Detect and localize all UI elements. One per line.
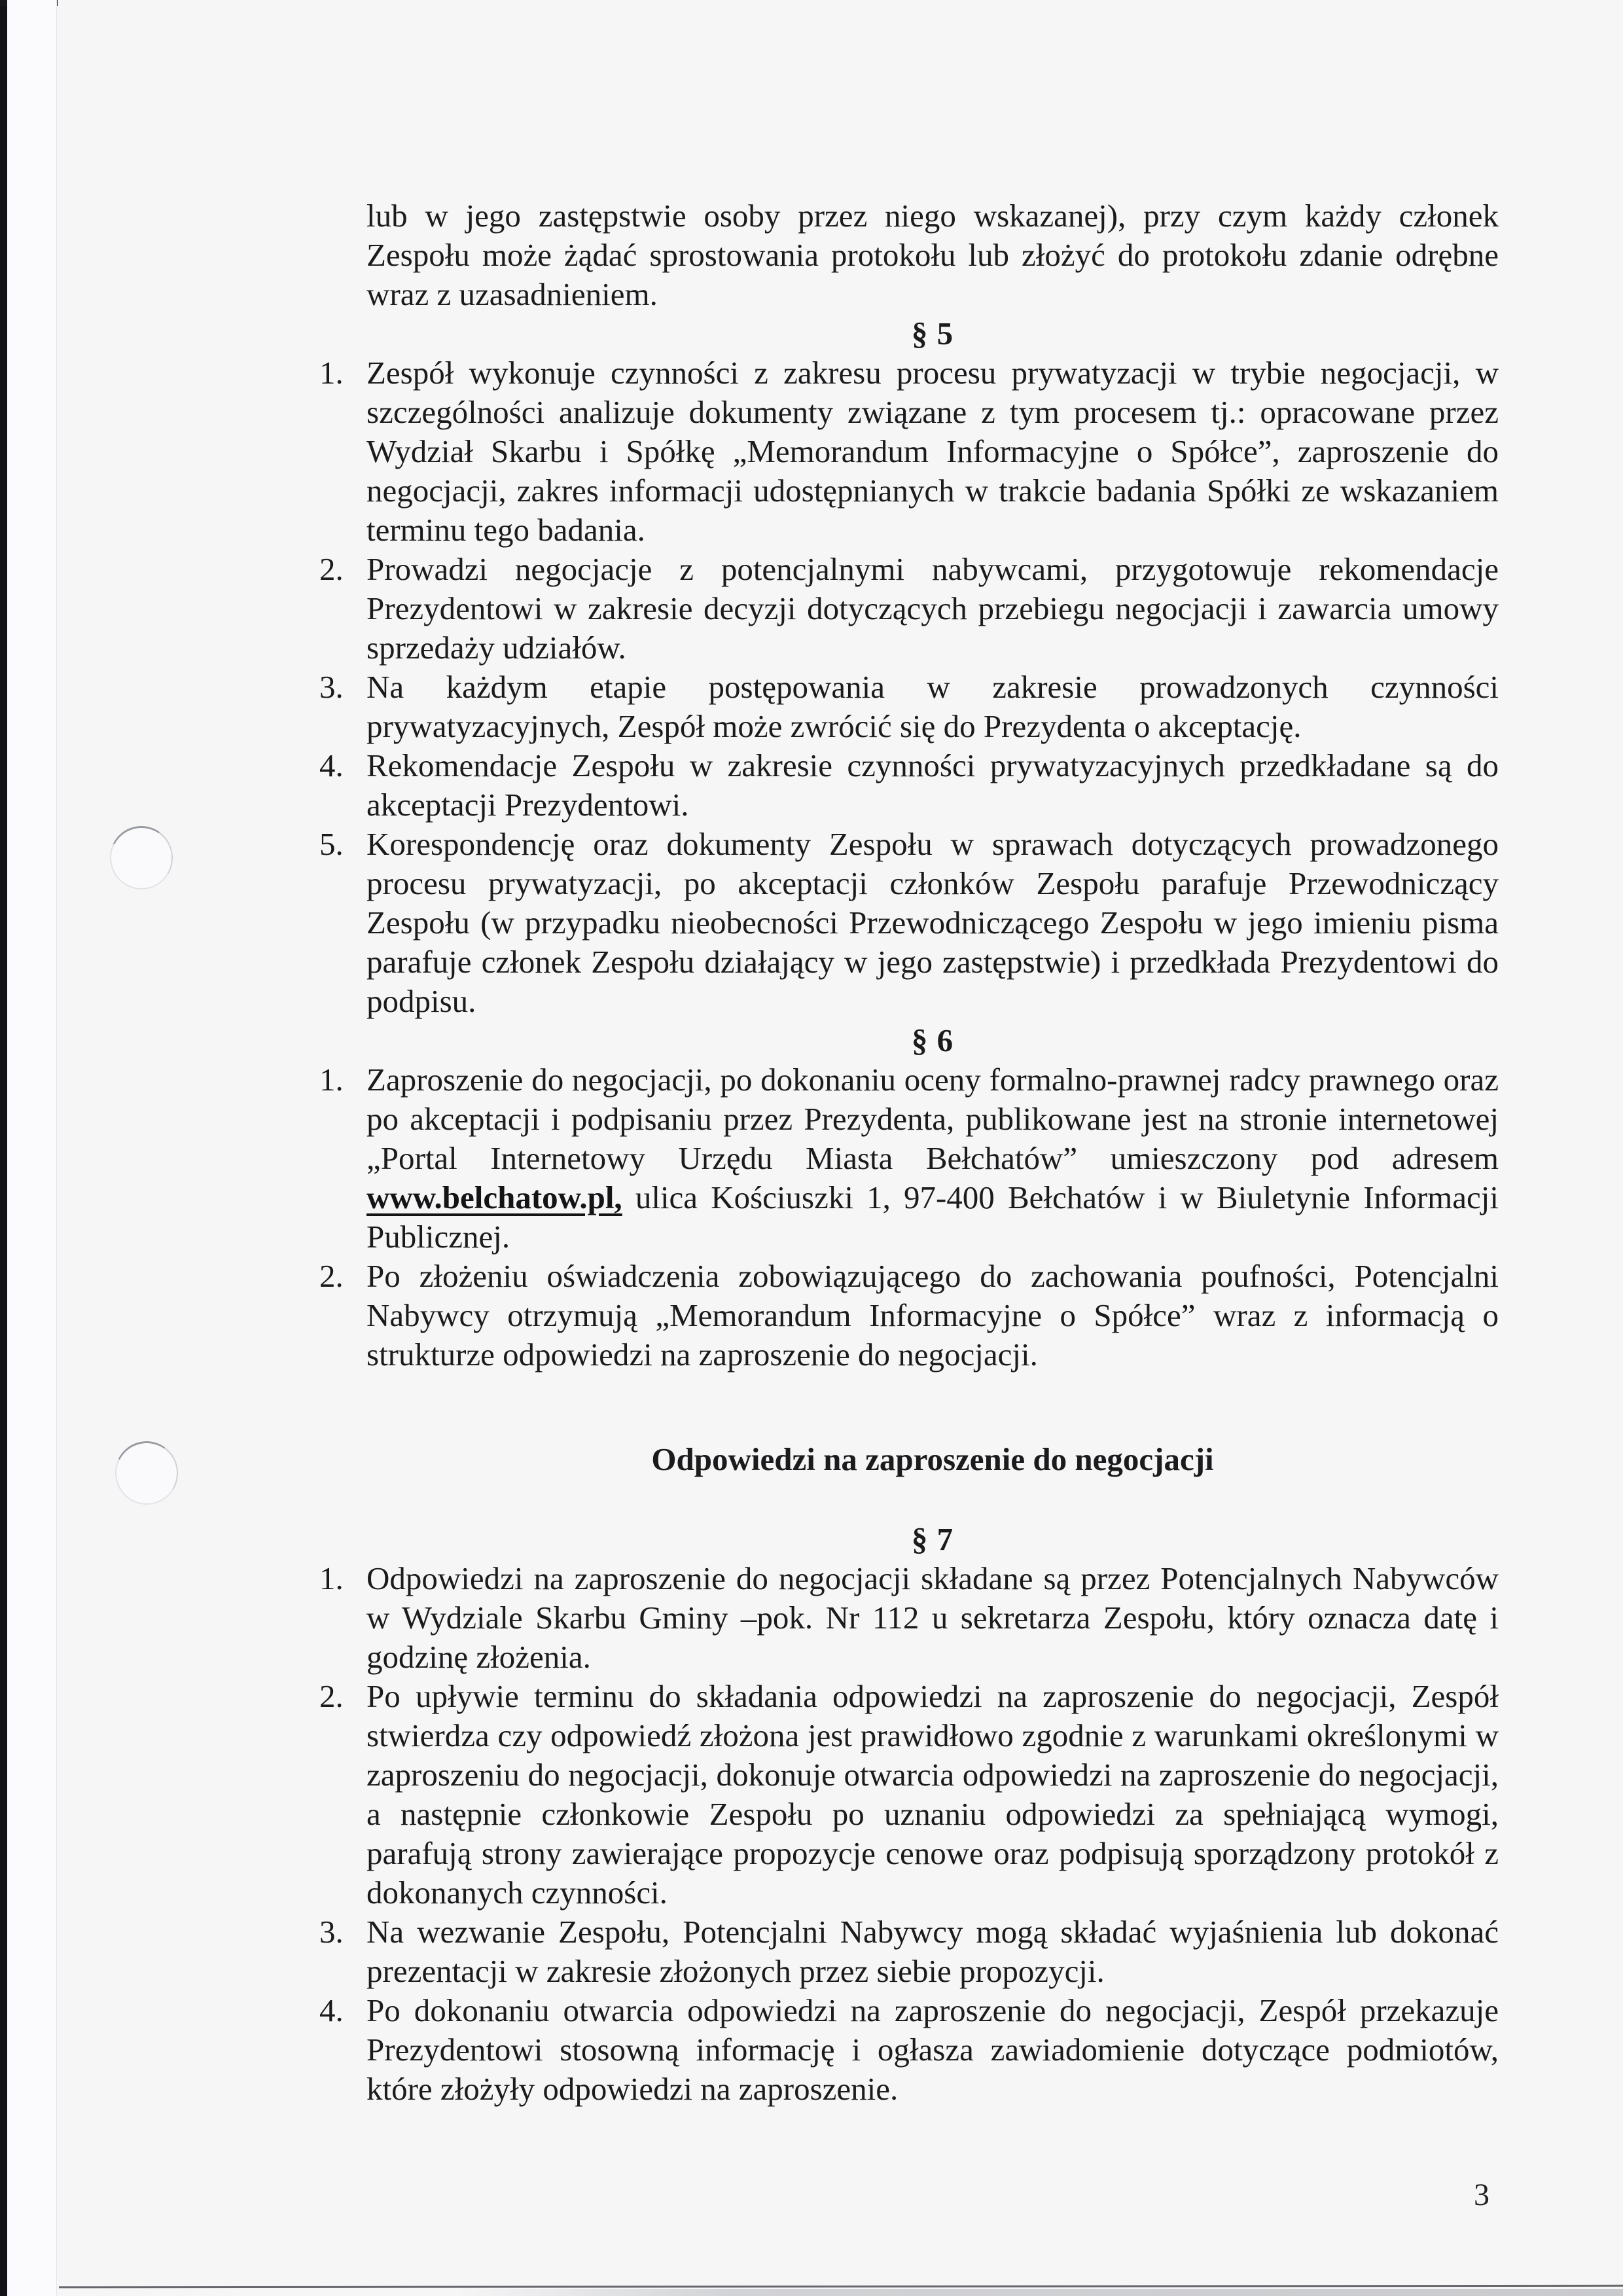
list-item bbox=[319, 746, 1499, 825]
item-number: 5. bbox=[319, 826, 344, 862]
list-item bbox=[319, 1559, 1499, 1677]
section-6-marker: § 6 bbox=[911, 1022, 954, 1058]
section-heading: Odpowiedzi na zaproszenie do negocjacji bbox=[651, 1441, 1214, 1477]
item-text: Odpowiedzi na zaproszenie do negocjacji składane są przez Potencjalnych Nabywców w Wydziale Skarbu Gminy –pok. Nr 112 u sekretarza Zespołu, który oznacza datę i godzinę złożenia. bbox=[366, 1560, 1499, 1675]
scanner-edge-bottom-line bbox=[59, 2285, 1623, 2289]
document-body bbox=[319, 196, 1499, 2109]
list-item bbox=[319, 825, 1499, 1021]
list-item bbox=[319, 1912, 1499, 1991]
item-number: 1. bbox=[319, 1560, 344, 1596]
list-item bbox=[319, 1257, 1499, 1374]
item-number: 4. bbox=[319, 747, 344, 783]
item-number: 2. bbox=[319, 1258, 344, 1294]
item-text: Zaproszenie do negocjacji, po dokonaniu oceny formalno-prawnej radcy prawnego oraz po akceptacji i podpisaniu przez Prezydenta, publikowane jest na stronie internetowej „Portal Internetowy Urzędu Miasta Bełchatów” umieszczony pod adresem bbox=[366, 1062, 1499, 1176]
item-text: Zespół wykonuje czynności z zakresu procesu prywatyzacji w trybie negocjacji, w szczególności analizuje dokumenty związane z tym procesem tj.: opracowane przez Wydział Skarbu i Spółkę „Memorandum Informacyjne o Spółce”, zaproszenie do negocjacji, zakres informacji udostępnianych w trakcie badania Spółki ze wskazaniem terminu tego badania. bbox=[366, 355, 1499, 548]
item-text: Po dokonaniu otwarcia odpowiedzi na zaproszenie do negocjacji, Zespół przekazuje Prezydentowi stosowną informację i ogłasza zawiadomienie dotyczące podmiotów, które złożyły odpowiedzi na zaproszenie. bbox=[366, 1992, 1499, 2107]
intro-paragraph: lub w jego zastępstwie osoby przez niego wskazanej), przy czym każdy członek Zespołu może żądać sprostowania protokołu lub złożyć do protokołu zdanie odrębne wraz z uzasadnieniem. bbox=[366, 198, 1499, 312]
item-text: Na każdym etapie postępowania w zakresie prowadzonych czynności prywatyzacyjnych, Zespół może zwrócić się do Prezydenta o akceptację. bbox=[366, 669, 1499, 744]
item-text: Korespondencję oraz dokumenty Zespołu w sprawach dotyczących prowadzonego procesu prywatyzacji, po akceptacji członków Zespołu parafuje Przewodniczący Zespołu (w przypadku nieobecności Przewodniczącego Zespołu w jego imieniu pisma parafuje członek Zespołu działający w jego zastępstwie) i przedkłada Prezydentowi do podpisu. bbox=[366, 826, 1499, 1019]
paper-edge-band bbox=[7, 0, 57, 2296]
list-item bbox=[319, 550, 1499, 668]
list-item bbox=[319, 1991, 1499, 2109]
list-item bbox=[319, 1060, 1499, 1257]
page-number: 3 bbox=[1474, 2178, 1489, 2212]
item-number: 1. bbox=[319, 1062, 344, 1098]
list-item bbox=[319, 1677, 1499, 1912]
item-number: 3. bbox=[319, 669, 344, 705]
punch-hole-shadow bbox=[103, 819, 180, 896]
item-number: 3. bbox=[319, 1914, 344, 1950]
website-link: www.belchatow.pl, bbox=[366, 1179, 622, 1215]
scanner-edge-bottom-strip bbox=[0, 2289, 1623, 2296]
section-5-marker: § 5 bbox=[911, 315, 954, 351]
list-item bbox=[319, 353, 1499, 550]
item-number: 4. bbox=[319, 1992, 344, 2028]
item-text: Rekomendacje Zespołu w zakresie czynności prywatyzacyjnych przedkładane są do akceptacji Prezydentowi. bbox=[366, 747, 1499, 823]
item-text: Prowadzi negocjacje z potencjalnymi nabywcami, przygotowuje rekomendacje Prezydentowi w zakresie decyzji dotyczących przebiegu negocjacji i zawarcia umowy sprzedaży udziałów. bbox=[366, 551, 1499, 666]
item-text: Po upływie terminu do składania odpowiedzi na zaproszenie do negocjacji, Zespół stwierdza czy odpowiedź złożona jest prawidłowo zgodnie z warunkami określonymi w zaproszeniu do negocjacji, dokonuje otwarcia odpowiedzi na zaproszenie do negocjacji, a następnie członkowie Zespołu po uznaniu odpowiedzi za spełniającą wymogi, parafują strony zawierające propozycje cenowe oraz podpisują sporządzony protokół z dokonanych czynności. bbox=[366, 1678, 1499, 1910]
item-number: 2. bbox=[319, 1678, 344, 1714]
section-7-marker: § 7 bbox=[911, 1521, 954, 1557]
item-number: 2. bbox=[319, 551, 344, 587]
item-text: Po złożeniu oświadczenia zobowiązującego do zachowania poufności, Potencjalni Nabywcy otrzymują „Memorandum Informacyjne o Spółce” wraz z informacją o strukturze odpowiedzi na zaproszenie do negocjacji. bbox=[366, 1258, 1499, 1372]
scanner-edge-left bbox=[0, 0, 7, 2296]
item-text: Na wezwanie Zespołu, Potencjalni Nabywcy mogą składać wyjaśnienia lub dokonać prezentacji w zakresie złożonych przez siebie propozycji. bbox=[366, 1914, 1499, 1989]
item-number: 1. bbox=[319, 355, 344, 391]
punch-hole-shadow bbox=[109, 1435, 185, 1511]
list-item bbox=[319, 668, 1499, 746]
item-text: ulica Kościuszki 1, 97-400 Bełchatów i w Biuletynie Informacji Publicznej. bbox=[366, 1179, 1499, 1255]
